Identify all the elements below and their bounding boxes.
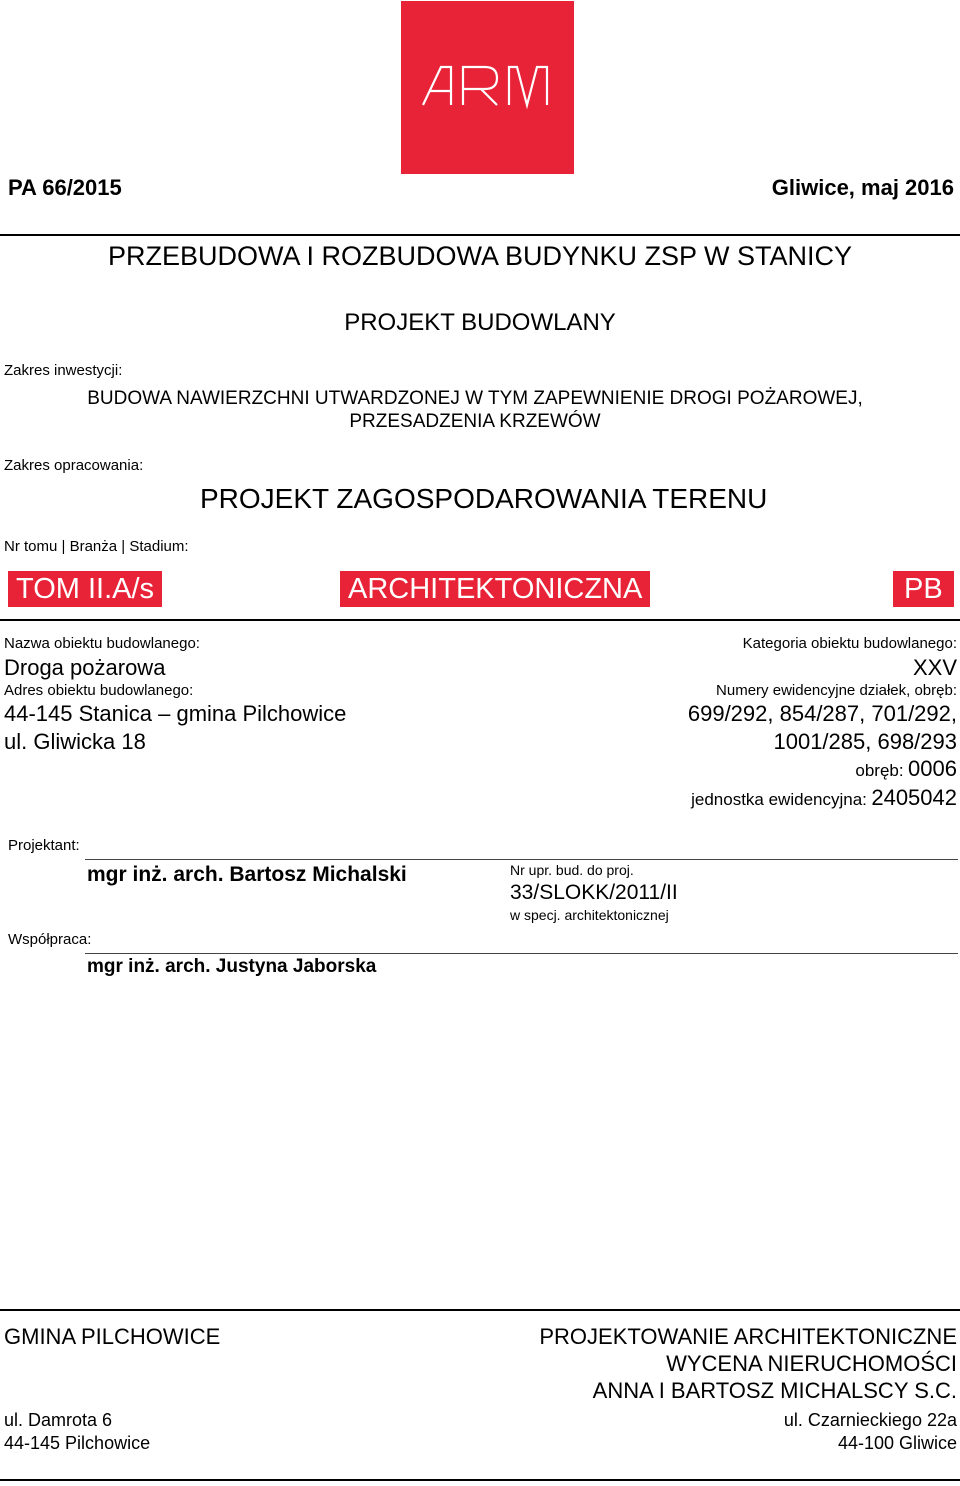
divider <box>0 1479 960 1481</box>
license-number: 33/SLOKK/2011/II <box>510 881 678 904</box>
contractor-street: ul. Czarnieckiego 22a <box>783 1410 957 1430</box>
contractor-line-1: PROJEKTOWANIE ARCHITEKTONICZNE <box>539 1324 957 1349</box>
investor-street: ul. Damrota 6 <box>4 1410 113 1430</box>
investor-city: 44-145 Pilchowice <box>4 1433 151 1453</box>
stage-badge: PB <box>893 571 954 607</box>
page-title: PRZEBUDOWA I ROZBUDOWA BUDYNKU ZSP W STANICY <box>107 241 853 271</box>
object-name-label: Nazwa obiektu budowlanego: <box>4 635 200 652</box>
cooperation-label: Współpraca: <box>8 931 92 948</box>
license-speciality: w specj. architektonicznej <box>510 907 669 923</box>
object-address-line-2: ul. Gliwicka 18 <box>4 729 146 754</box>
obreb-label: obręb: <box>855 761 904 780</box>
divider <box>0 1309 960 1311</box>
unit-value: 2405042 <box>871 785 957 810</box>
investment-line-1: BUDOWA NAWIERZCHNI UTWARDZONEJ W TYM ZAPEWNIENIE DROGI POŻAROWEJ, <box>87 388 863 409</box>
cooperation-name: mgr inż. arch. Justyna Jaborska <box>87 956 377 977</box>
divider <box>85 953 958 954</box>
scope-value: PROJEKT ZAGOSPODAROWANIA TERENU <box>200 483 768 514</box>
object-name: Droga pożarowa <box>4 655 166 680</box>
arm-logo <box>401 1 574 174</box>
investor-name: GMINA PILCHOWICE <box>4 1324 221 1349</box>
object-address-label: Adres obiektu budowlanego: <box>4 682 194 699</box>
unit-row <box>691 785 957 811</box>
object-address-line-1: 44-145 Stanica – gmina Pilchowice <box>4 701 347 726</box>
project-number: PA 66/2015 <box>8 175 122 200</box>
plots-label: Numery ewidencyjne działek, obręb: <box>716 682 957 699</box>
divider <box>85 859 958 860</box>
obreb-value: 0006 <box>908 756 957 781</box>
unit-label: jednostka ewidencyjna: <box>691 790 867 809</box>
category-value: XXV <box>912 655 957 680</box>
category-label: Kategoria obiektu budowlanego: <box>742 635 957 652</box>
place-date: Gliwice, maj 2016 <box>771 175 954 200</box>
arm-logo-icon <box>401 1 574 174</box>
designer-label: Projektant: <box>8 837 80 854</box>
obreb-row <box>855 756 957 782</box>
volume-number-badge: TOM II.A/s <box>8 571 162 607</box>
designer-name: mgr inż. arch. Bartosz Michalski <box>87 863 407 886</box>
license-label: Nr upr. bud. do proj. <box>510 862 634 878</box>
scope-label: Zakres opracowania: <box>4 457 144 474</box>
divider <box>0 234 960 236</box>
contractor-line-3: ANNA I BARTOSZ MICHALSCY S.C. <box>592 1378 957 1403</box>
contractor-city: 44-100 Gliwice <box>837 1433 957 1453</box>
branch-badge: ARCHITEKTONICZNA <box>340 571 650 607</box>
investment-label: Zakres inwestycji: <box>4 362 123 379</box>
contractor-line-2: WYCENA NIERUCHOMOŚCI <box>666 1351 957 1376</box>
divider <box>0 619 960 621</box>
investment-line-2: PRZESADZENIA KRZEWÓW <box>349 411 601 432</box>
page-subtitle: PROJEKT BUDOWLANY <box>344 309 616 336</box>
volume-label: Nr tomu | Branża | Stadium: <box>4 538 189 555</box>
plots-line-2: 1001/285, 698/293 <box>773 729 957 754</box>
plots-line-1: 699/292, 854/287, 701/292, <box>687 701 957 726</box>
